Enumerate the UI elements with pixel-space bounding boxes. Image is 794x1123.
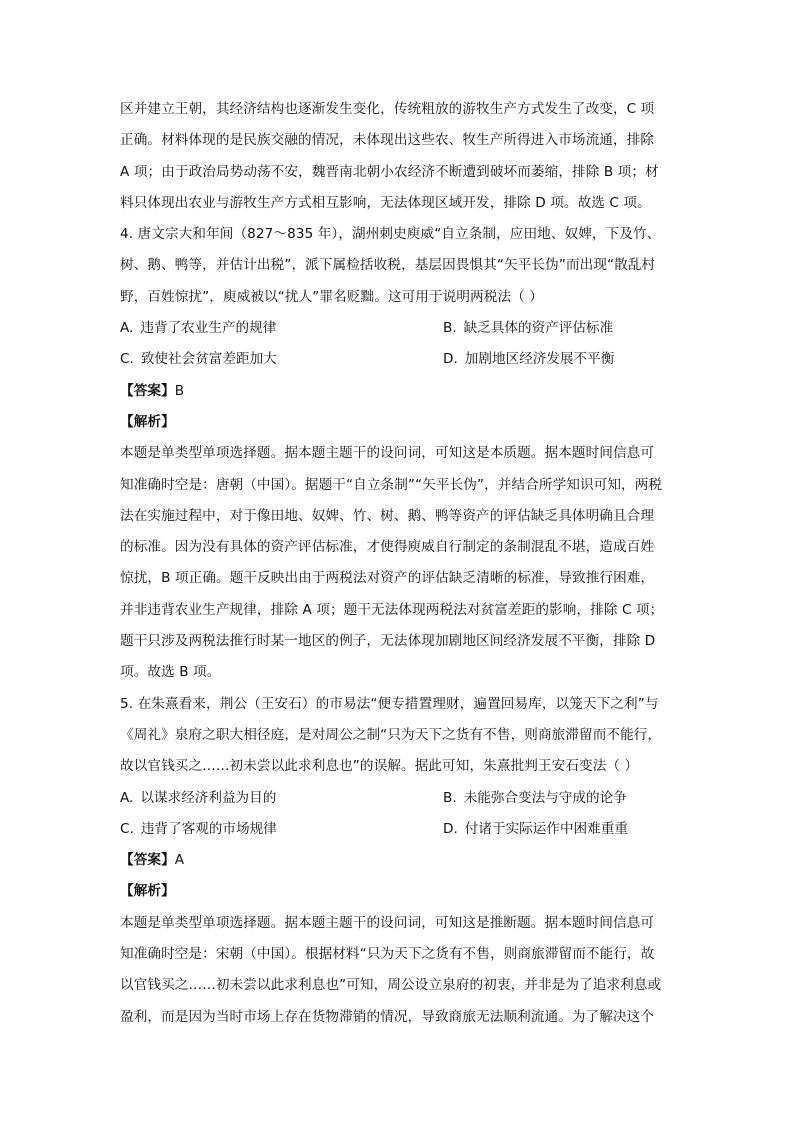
answer-line xyxy=(120,845,680,876)
option-d[interactable] xyxy=(443,344,614,375)
option-text: 违背了农业生产的规律 xyxy=(140,320,277,337)
text-line: 区并建立王朝，其经济结构也逐渐发生变化，传统粗放的游牧生产方式发生了改变，C 项 xyxy=(120,101,655,117)
analysis-line: 以官钱买之……初未尝以此求利息也”可知，周公设立泉府的初衷，并非是为了追求利息或 xyxy=(120,977,662,994)
option-b[interactable] xyxy=(443,313,613,344)
option-text: 以谋求经济利益为目的 xyxy=(140,789,277,806)
option-letter: A. xyxy=(120,789,134,806)
question-5 xyxy=(120,689,680,1033)
option-letter: C. xyxy=(120,820,134,837)
option-text: 致使社会贫富差距加大 xyxy=(140,351,277,368)
analysis-label: 【解析】 xyxy=(120,413,175,430)
analysis-line: 盈利，而是因为当时市场上存在货物滞销的情况，导致商旅无法顺利流通。为了解决这个 xyxy=(120,1008,655,1025)
option-c[interactable] xyxy=(120,344,277,375)
option-d[interactable] xyxy=(443,814,628,845)
question-stem-line: 4. 唐文宗大和年间（827～835 年），湖州刺史庾威“自立条制，应田地、奴婢，下及竹、 xyxy=(120,226,661,243)
option-a[interactable] xyxy=(120,783,276,814)
answer-value: A xyxy=(174,852,185,869)
text-line: 料只体现出农业与游牧生产方式相互影响，无法体现区域开发，排除 D 项。故选 C 项。 xyxy=(120,194,651,211)
option-letter: B. xyxy=(443,320,457,337)
question-stem-line: 野，百姓惊扰”，庾威被以“扰人”罪名贬黜。这可用于说明两税法（ ） xyxy=(120,288,543,305)
option-letter: D. xyxy=(443,351,458,368)
page-content xyxy=(120,94,680,1033)
options-row xyxy=(120,344,680,375)
option-b[interactable] xyxy=(443,783,627,814)
text-line: 正确。材料体现的是民族交融的情况，未体现出这些农、牧生产所得进入市场流通，排除 xyxy=(120,132,655,149)
analysis-line: 知准确时空是：唐朝（中国）。据题干“自立条制”“矢平长伪”，并结合所学知识可知，两税 xyxy=(120,476,663,493)
question-4 xyxy=(120,219,680,688)
option-text: 加剧地区经济发展不平衡 xyxy=(464,351,615,368)
options-row xyxy=(120,814,680,845)
option-letter: C. xyxy=(120,351,134,368)
answer-label: 【答案】 xyxy=(120,382,175,399)
analysis-line: 惊扰，B 项正确。题干反映出由于两税法对资产的评估缺乏清晰的标准，导致推行困难， xyxy=(120,570,655,587)
analysis-line: 本题是单类型单项选择题。据本题主题干的设问词，可知这是本质题。据本题时间信息可 xyxy=(120,445,655,462)
analysis-line: 本题是单类型单项选择题。据本题主题干的设问词，可知这是推断题。据本题时间信息可 xyxy=(120,914,655,931)
analysis-heading xyxy=(120,876,680,907)
answer-label: 【答案】 xyxy=(120,852,175,869)
text-line: A 项；由于政治局势动荡不安，魏晋南北朝小农经济不断遭到破坏而萎缩，排除 B 项；材 xyxy=(120,163,659,180)
analysis-line: 知准确时空是：宋朝（中国）。根据材料“只为天下之货有不售，则商旅滞留而不能行，故 xyxy=(120,946,655,963)
option-text: 未能弥合变法与守成的论争 xyxy=(463,789,627,806)
analysis-label: 【解析】 xyxy=(120,883,175,900)
analysis-line: 题干只涉及两税法推行时某一地区的例子，无法体现加剧地区间经济发展不平衡，排除 D xyxy=(120,633,656,650)
question-stem-line: 5. 在朱熹看来，荆公（王安石）的市易法“便专措置理财，遍置回易库，以笼天下之利”与 xyxy=(120,695,659,712)
option-text: 违背了客观的市场规律 xyxy=(140,820,277,837)
question-stem-line: 《周礼》泉府之职大相径庭，是对周公之制“只为天下之货有不售，则商旅滞留而不能行， xyxy=(120,726,662,743)
question-stem-line: 故以官钱买之……初未尝以此求利息也”的误解。据此可知，朱熹批判王安石变法（ ） xyxy=(120,758,639,775)
analysis-line: 并非违背农业生产规律，排除 A 项；题干无法体现两税法对贫富差距的影响，排除 C 项； xyxy=(120,601,664,618)
analysis-line: 法在实施过程中，对于像田地、奴婢、竹、树、鹅、鸭等资产的评估缺乏具体明确且合理 xyxy=(120,507,655,524)
analysis-heading xyxy=(120,407,680,438)
options-row xyxy=(120,783,680,814)
answer-value: B xyxy=(174,382,185,399)
option-letter: A. xyxy=(120,320,134,337)
option-c[interactable] xyxy=(120,814,277,845)
option-letter: D. xyxy=(443,820,458,837)
analysis-line: 项。故选 B 项。 xyxy=(120,664,221,681)
previous-analysis-continuation xyxy=(120,94,680,219)
option-text: 缺乏具体的资产评估标准 xyxy=(463,320,614,337)
options-row xyxy=(120,313,680,344)
option-a[interactable] xyxy=(120,313,276,344)
question-stem-line: 树、鹅、鸭等，并估计出税”，派下属检括收税，基层因畏惧其“矢平长伪”而出现“散乱村 xyxy=(120,257,656,274)
analysis-line: 的标准。因为没有具体的资产评估标准，才使得庾威自行制定的条制混乱不堪，造成百姓 xyxy=(120,539,655,556)
option-text: 付诸于实际运作中困难重重 xyxy=(464,820,628,837)
answer-line xyxy=(120,376,680,407)
option-letter: B. xyxy=(443,789,457,806)
